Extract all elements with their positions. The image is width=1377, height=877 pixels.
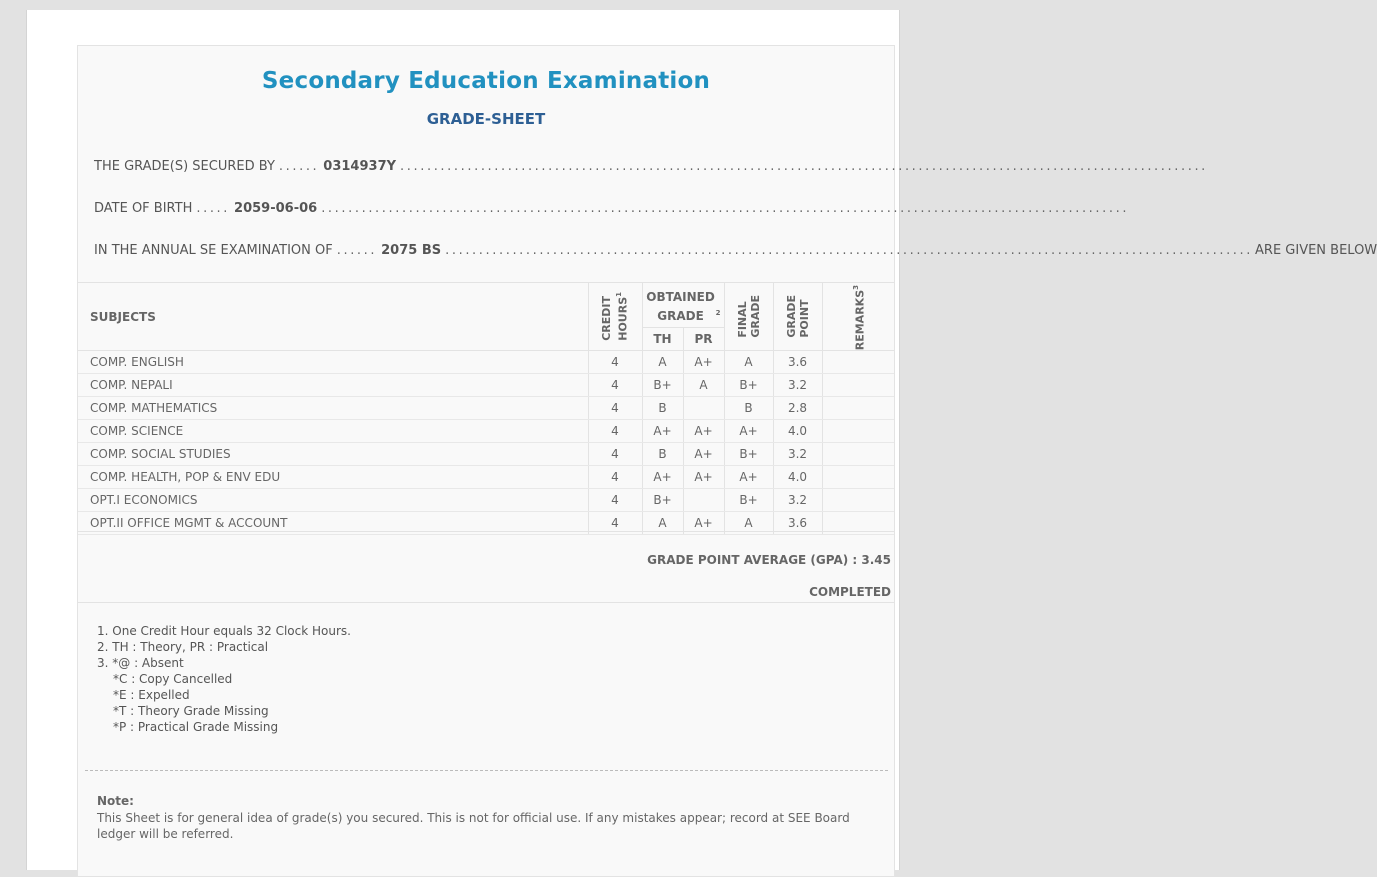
exam-label: IN THE ANNUAL SE EXAMINATION OF: [94, 243, 333, 258]
gpa-value: 3.45: [861, 553, 891, 567]
remarks-cell: [822, 420, 894, 443]
final-grade-cell: A: [724, 351, 773, 374]
remarks-cell: [822, 443, 894, 466]
credit-cell: 4: [588, 351, 642, 374]
credit-cell: 4: [588, 443, 642, 466]
subjects-header: SUBJECTS: [78, 283, 588, 351]
obtained-grade-header: OBTAINED GRADE $^2$: [642, 283, 724, 328]
grade-point-header: GRADE POINT: [773, 283, 822, 351]
footnotes: [97, 623, 351, 735]
dob-label: DATE OF BIRTH: [94, 201, 193, 216]
th-header: TH: [642, 328, 683, 351]
grade-point-cell: 4.0: [773, 420, 822, 443]
pr-grade-cell: A+: [683, 466, 724, 489]
exam-tail: ARE GIVEN BELOW: [1255, 243, 1377, 258]
remarks-cell: [822, 489, 894, 512]
credit-cell: 4: [588, 374, 642, 397]
subject-cell: COMP. NEPALI: [78, 374, 588, 397]
credit-cell: 4: [588, 512, 642, 535]
th-grade-cell: B: [642, 443, 683, 466]
final-grade-cell: B+: [724, 443, 773, 466]
subject-cell: OPT.I ECONOMICS: [78, 489, 588, 512]
pr-header: PR: [683, 328, 724, 351]
secured-by-line: THE GRADE(S) SECURED BY ...... 0314937Y ........................................................................................................................: [94, 159, 1208, 174]
th-grade-cell: A+: [642, 466, 683, 489]
remarks-header: REMARKS$^3$: [822, 283, 894, 351]
note-heading: Note:: [97, 794, 134, 808]
grade-point-cell: 4.0: [773, 466, 822, 489]
exam-year: 2075 BS: [381, 243, 442, 258]
secured-by-label: THE GRADE(S) SECURED BY: [94, 159, 275, 174]
pr-grade-cell: A+: [683, 420, 724, 443]
credit-cell: 4: [588, 420, 642, 443]
dashed-divider: [85, 770, 888, 771]
footnote: *C : Copy Cancelled: [113, 672, 233, 686]
final-grade-cell: A: [724, 512, 773, 535]
final-grade-cell: B+: [724, 374, 773, 397]
grade-point-cell: 3.2: [773, 443, 822, 466]
th-grade-cell: B+: [642, 489, 683, 512]
credit-cell: 4: [588, 397, 642, 420]
result-status: COMPLETED: [809, 585, 891, 599]
credit-cell: 4: [588, 466, 642, 489]
exam-line: IN THE ANNUAL SE EXAMINATION OF ...... 2075 BS ........................................................................................................................ ARE GIVEN BELOW: [94, 243, 1377, 258]
table-row: [78, 466, 894, 489]
date-of-birth: 2059-06-06: [234, 201, 318, 216]
table-row: [78, 489, 894, 512]
gpa-summary: [647, 553, 891, 567]
grade-point-cell: 3.6: [773, 512, 822, 535]
pr-grade-cell: A+: [683, 351, 724, 374]
table-row: [78, 420, 894, 443]
table-row: [78, 443, 894, 466]
th-grade-cell: A: [642, 351, 683, 374]
table-row: [78, 351, 894, 374]
divider: [78, 602, 894, 603]
footnote: *T : Theory Grade Missing: [113, 704, 269, 718]
gpa-label: GRADE POINT AVERAGE (GPA) :: [647, 553, 858, 567]
subject-cell: OPT.II OFFICE MGMT & ACCOUNT: [78, 512, 588, 535]
grade-point-cell: 3.6: [773, 351, 822, 374]
th-grade-cell: A+: [642, 420, 683, 443]
grade-point-cell: 3.2: [773, 374, 822, 397]
remarks-cell: [822, 466, 894, 489]
footnote: 2. TH : Theory, PR : Practical: [97, 640, 269, 654]
th-grade-cell: A: [642, 512, 683, 535]
th-grade-cell: B: [642, 397, 683, 420]
footnote: 3. *@ : Absent: [97, 656, 184, 670]
subject-cell: COMP. ENGLISH: [78, 351, 588, 374]
footnote: *E : Expelled: [113, 688, 190, 702]
remarks-cell: [822, 374, 894, 397]
divider: [78, 531, 894, 532]
subject-cell: COMP. SOCIAL STUDIES: [78, 443, 588, 466]
page-frame: [26, 10, 1377, 870]
final-grade-cell: B+: [724, 489, 773, 512]
pr-grade-cell: [683, 489, 724, 512]
final-grade-header: FINAL GRADE: [724, 283, 773, 351]
pr-grade-cell: [683, 397, 724, 420]
subject-cell: COMP. MATHEMATICS: [78, 397, 588, 420]
final-grade-cell: A+: [724, 466, 773, 489]
credit-hours-header: CREDIT HOURS$^1$: [588, 283, 642, 351]
remarks-cell: [822, 351, 894, 374]
th-grade-cell: B+: [642, 374, 683, 397]
grade-point-cell: 2.8: [773, 397, 822, 420]
grades-table: [78, 283, 894, 535]
pr-grade-cell: A+: [683, 512, 724, 535]
grade-sheet: [77, 45, 1377, 877]
page-title: Secondary Education Examination: [261, 68, 711, 94]
final-grade-cell: B: [724, 397, 773, 420]
final-grade-cell: A+: [724, 420, 773, 443]
footnote: *P : Practical Grade Missing: [113, 720, 279, 734]
pr-grade-cell: A+: [683, 443, 724, 466]
footnote: 1. One Credit Hour equals 32 Clock Hours.: [97, 624, 351, 638]
grade-point-cell: 3.2: [773, 489, 822, 512]
dob-line: DATE OF BIRTH ..... 2059-06-06 ........................................................................................................................: [94, 201, 1130, 216]
subject-cell: COMP. SCIENCE: [78, 420, 588, 443]
table-row: [78, 374, 894, 397]
table-row: [78, 397, 894, 420]
pr-grade-cell: A: [683, 374, 724, 397]
credit-cell: 4: [588, 489, 642, 512]
page-subtitle: GRADE-SHEET: [426, 110, 546, 128]
symbol-number: 0314937Y: [323, 159, 397, 174]
subject-cell: COMP. HEALTH, POP & ENV EDU: [78, 466, 588, 489]
remarks-cell: [822, 397, 894, 420]
note-text: This Sheet is for general idea of grade(s) you secured. This is not for official use. If any mistakes appear; record at SEE Board ledger will be referred.: [97, 811, 850, 841]
